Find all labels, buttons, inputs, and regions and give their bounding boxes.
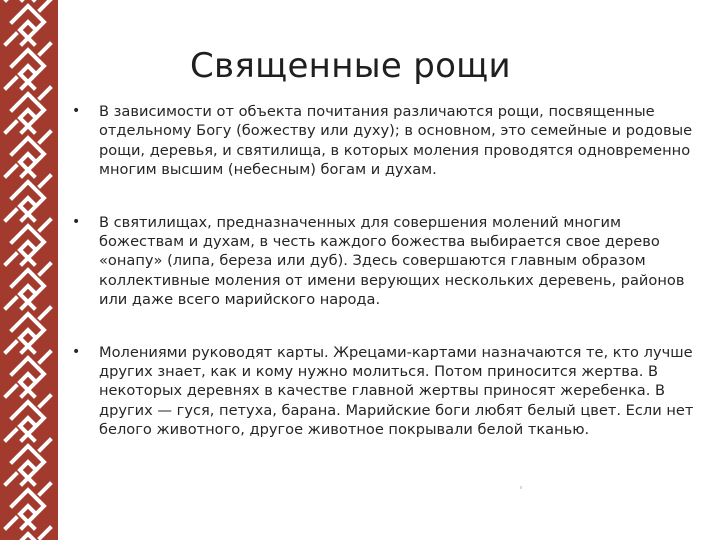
bullet-text: В зависимости от объекта почитания различаются рощи, посвященные отдельному Богу (божеству или духу); в основном, это семейные и родовые рощи, деревья, и святилища, в которых моления проводятся одновременно многим высшим (небесным) богам и духам. (99, 103, 693, 179)
bullet-item (60, 213, 712, 310)
ornament-pattern-icon (0, 0, 58, 540)
content-panel (60, 6, 712, 540)
decorative-speck (520, 486, 522, 489)
bullet-item (60, 343, 712, 440)
ornament-border (0, 0, 58, 540)
ornament-motif (6, 522, 50, 540)
bullet-marker: • (72, 213, 81, 230)
slide-title: Священные рощи (190, 46, 511, 86)
bullet-marker: • (72, 343, 81, 360)
bullet-text: В святилищах, предназначенных для совершения молений многим божествам и духам, в честь каждого божества выбирается свое дерево «онапу» (липа, береза или дуб). Здесь совершаются главным образом коллективные моления от имени верующих нескольких деревень, районов или даже всего марийского народа. (99, 213, 685, 309)
bullet-list (60, 102, 712, 440)
bullet-item (60, 102, 712, 180)
bullet-marker: • (72, 103, 81, 119)
bullet-text: Молениями руководят карты. Жрецами-картами назначаются те, кто лучше других знает, как и кому нужно молиться. Потом приносится жертва. В некоторых деревнях в качестве главной жертвы приносят жеребенка. В других — гуся, петуха, барана. Марийские боги любят белый цвет. Если нет белого животного, другое животное покрывали белой тканью. (99, 343, 694, 439)
